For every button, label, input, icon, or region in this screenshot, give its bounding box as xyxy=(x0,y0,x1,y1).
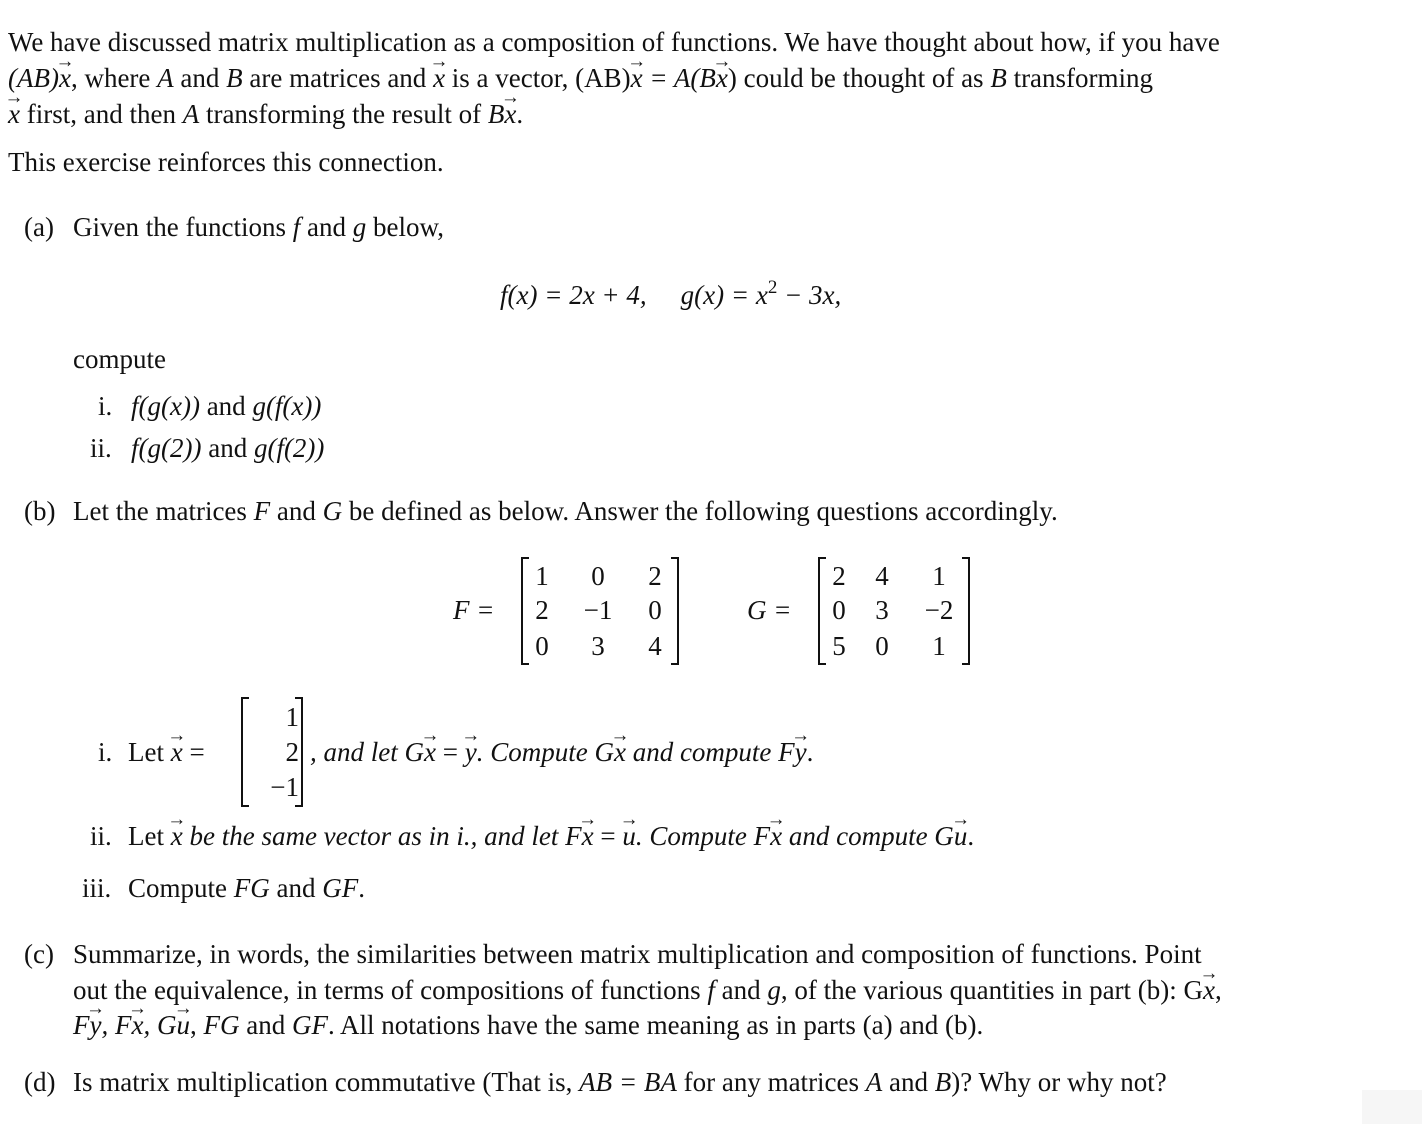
vector-x: → x xyxy=(171,734,183,770)
text: . xyxy=(806,737,814,767)
vector-x: → x xyxy=(171,818,183,854)
text: and xyxy=(239,1010,292,1040)
intro-text: We have discussed matrix multiplication as a composition of functions. We have thought about how, if you have xyxy=(8,27,1220,57)
math: B xyxy=(990,63,1007,93)
text: . xyxy=(967,821,975,851)
text: below, xyxy=(366,212,444,242)
part-a-label: (a) xyxy=(24,212,54,242)
math: B xyxy=(226,63,243,93)
text: be defined as below. Answer the following questions accordingly. xyxy=(342,496,1058,526)
math: f xyxy=(707,975,715,1005)
text: , where xyxy=(70,63,158,93)
vector-y: → y xyxy=(90,1007,102,1043)
vector-x: → x xyxy=(716,60,728,96)
text: Compute xyxy=(128,873,234,903)
text: , xyxy=(1215,975,1222,1005)
text: . xyxy=(516,99,524,129)
function-definitions xyxy=(500,277,841,317)
part-b-item-i-lead xyxy=(128,734,205,770)
intro-line-4: This exercise reinforces this connection. xyxy=(8,147,444,177)
math: and compute F xyxy=(625,737,795,767)
matrix-f-cell: 0 xyxy=(648,595,662,625)
text: )? Why or why not? xyxy=(951,1067,1167,1097)
part-c-line-1: Summarize, in words, the similarities between matrix multiplication and composition of functions. Point xyxy=(73,939,1202,969)
math: g(f(x)) xyxy=(252,391,322,421)
vector-u: → u xyxy=(622,818,636,854)
text: are matrices and xyxy=(242,63,434,93)
intro-line-1 xyxy=(8,24,1220,60)
matrix-g-cell: 5 xyxy=(832,631,846,661)
math: f xyxy=(292,212,301,242)
matrix-f-cell: 2 xyxy=(648,561,662,591)
part-b-text xyxy=(73,493,1058,529)
math: A xyxy=(182,99,200,129)
part-b-label: (b) xyxy=(24,496,56,526)
math: be the same vector as in i., and let F xyxy=(182,821,582,851)
text: and xyxy=(714,975,768,1005)
vector-x-entry: −1 xyxy=(270,772,299,802)
text: and xyxy=(269,873,323,903)
text: transforming the result of xyxy=(199,99,488,129)
math: f(g(2)) xyxy=(131,433,202,463)
matrix-f-cell: 3 xyxy=(591,631,605,661)
text: Let xyxy=(128,821,171,851)
matrix-g-cell: 1 xyxy=(932,561,946,591)
text: for any matrices xyxy=(676,1067,866,1097)
text: Is matrix multiplication commutative (That is, xyxy=(73,1067,580,1097)
vector-x: → x xyxy=(59,60,71,96)
matrix-f-label: F = xyxy=(453,595,495,625)
text: . All notations have the same meaning as in parts (a) and (b). xyxy=(327,1010,984,1040)
text: and xyxy=(300,212,353,242)
matrix-g-cell: 0 xyxy=(832,595,846,625)
part-b-item-i-text xyxy=(310,734,813,770)
text: and xyxy=(199,391,253,421)
math: . Compute F xyxy=(635,821,771,851)
text: and xyxy=(882,1067,935,1097)
part-b-item-ii xyxy=(128,818,974,854)
vector-y: → y xyxy=(465,734,477,770)
math: , F xyxy=(101,1010,132,1040)
matrix-g xyxy=(818,557,970,665)
math: , G xyxy=(143,1010,177,1040)
matrix-f xyxy=(521,557,679,665)
math: F xyxy=(253,496,271,526)
part-a-text xyxy=(73,209,444,245)
math: f(g(x)) xyxy=(131,391,200,421)
vector-x: → x xyxy=(631,60,643,96)
math: F xyxy=(73,1010,90,1040)
vector-x: → x xyxy=(582,818,594,854)
text: Let xyxy=(128,737,171,767)
math: GF xyxy=(322,873,359,903)
part-c-label: (c) xyxy=(24,939,54,969)
corner-shade xyxy=(1362,1090,1422,1124)
math: A xyxy=(865,1067,883,1097)
part-d-label: (d) xyxy=(24,1067,56,1097)
matrix-g-cell: 1 xyxy=(932,631,946,661)
bracket-left xyxy=(241,697,249,807)
math: FG xyxy=(233,873,270,903)
part-a-item-i xyxy=(131,388,321,424)
part-a-item-i-label: i. xyxy=(98,391,113,421)
part-c-line-3 xyxy=(73,1007,983,1043)
part-a-item-ii xyxy=(131,430,324,466)
matrix-f-cell: 4 xyxy=(648,631,662,661)
math: AB = BA xyxy=(579,1067,677,1097)
math: = A(B xyxy=(642,63,716,93)
text: and xyxy=(270,496,323,526)
f-definition: f(x) = 2x + 4, xyxy=(500,280,647,310)
compute-label: compute xyxy=(73,344,166,374)
vector-u: → u xyxy=(954,818,968,854)
math: A xyxy=(157,63,174,93)
vector-x: → x xyxy=(8,96,20,132)
matrix-g-cell: 2 xyxy=(832,561,846,591)
math: g xyxy=(767,975,781,1005)
matrix-f-cell: −1 xyxy=(583,595,613,625)
math: FG xyxy=(203,1010,240,1040)
vector-x: → x xyxy=(1203,972,1215,1008)
vector-y: → y xyxy=(795,734,807,770)
part-a-item-ii-label: ii. xyxy=(90,433,112,463)
text: = xyxy=(593,821,623,851)
g-definition-rest: − 3x, xyxy=(777,280,842,310)
vector-x: → x xyxy=(131,1007,143,1043)
vector-x: → x xyxy=(433,60,445,96)
text: out the equivalence, in terms of compositions of functions xyxy=(73,975,708,1005)
part-d-text xyxy=(73,1064,1167,1100)
matrix-g-label: G = xyxy=(747,595,792,625)
matrix-f-cell: 1 xyxy=(535,561,549,591)
text: ) could be thought of as xyxy=(727,63,991,93)
text: first, and then xyxy=(19,99,183,129)
math: (AB) xyxy=(8,63,59,93)
math: B xyxy=(934,1067,952,1097)
part-c-line-2 xyxy=(73,972,1222,1008)
bracket-left xyxy=(818,557,826,665)
math: and compute G xyxy=(782,821,954,851)
exponent: 2 xyxy=(767,277,778,298)
bracket-right xyxy=(671,557,679,665)
text: = xyxy=(435,737,465,767)
math: g xyxy=(352,212,367,242)
math: G xyxy=(322,496,343,526)
matrix-g-cell: 0 xyxy=(875,631,889,661)
part-b-item-iii xyxy=(128,870,365,906)
vector-u: → u xyxy=(176,1007,190,1043)
intro-line-3 xyxy=(8,96,523,132)
part-b-item-ii-label: ii. xyxy=(90,821,112,851)
vector-x-column xyxy=(241,697,303,807)
vector-x: → x xyxy=(504,96,516,132)
matrix-f-cell: 0 xyxy=(535,631,549,661)
text: , xyxy=(189,1010,204,1040)
intro-line-2 xyxy=(8,60,1153,96)
vector-x-entry: 2 xyxy=(285,737,299,767)
vector-x-entry: 1 xyxy=(285,702,299,732)
part-b-item-i-label: i. xyxy=(98,737,113,767)
text: = xyxy=(182,737,205,767)
text: . xyxy=(358,873,365,903)
vector-x: → x xyxy=(614,734,626,770)
matrix-g-cell: −2 xyxy=(924,595,954,625)
text: transforming xyxy=(1006,63,1154,93)
math: B xyxy=(487,99,505,129)
text: and xyxy=(201,433,254,463)
matrix-g-cell: 4 xyxy=(875,561,889,591)
math: , and let G xyxy=(310,737,424,767)
part-b-item-iii-label: iii. xyxy=(82,873,112,903)
math: g(f(2)) xyxy=(253,433,325,463)
text: Let the matrices xyxy=(73,496,254,526)
text: Given the functions xyxy=(73,212,293,242)
bracket-left xyxy=(521,557,529,665)
text: is a vector, (AB) xyxy=(445,63,631,93)
text: and xyxy=(173,63,227,93)
math: GF xyxy=(291,1010,328,1040)
text: , of the various quantities in part (b): G xyxy=(780,975,1204,1005)
vector-x: → x xyxy=(770,818,782,854)
matrix-g-cell: 3 xyxy=(875,595,889,625)
matrix-f-cell: 0 xyxy=(591,561,605,591)
matrix-f-cell: 2 xyxy=(535,595,549,625)
vector-x: → x xyxy=(424,734,436,770)
g-definition: g(x) = x xyxy=(680,280,768,310)
math: . Compute G xyxy=(476,737,614,767)
